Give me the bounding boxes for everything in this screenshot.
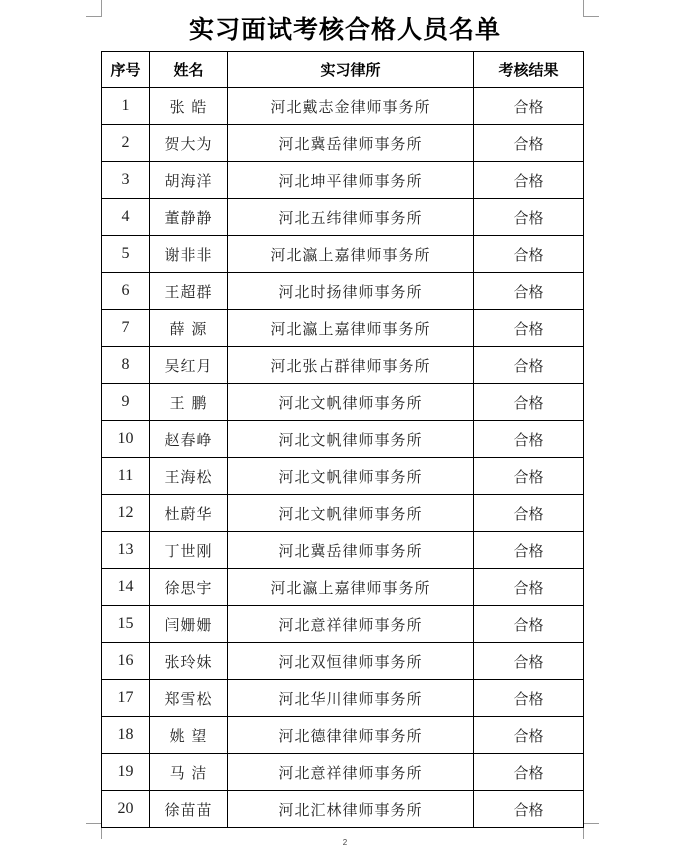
row-result: 合格 [474, 384, 584, 421]
row-firm: 河北文帆律师事务所 [228, 495, 474, 532]
row-firm: 河北文帆律师事务所 [228, 458, 474, 495]
row-index: 7 [102, 310, 150, 347]
row-index: 13 [102, 532, 150, 569]
row-name: 贺大为 [150, 125, 228, 162]
row-name: 闫姗姗 [150, 606, 228, 643]
row-name: 薛 源 [150, 310, 228, 347]
row-name: 董静静 [150, 199, 228, 236]
row-index: 11 [102, 458, 150, 495]
table-row [102, 791, 584, 828]
row-firm: 河北五纬律师事务所 [228, 199, 474, 236]
row-firm: 河北文帆律师事务所 [228, 421, 474, 458]
row-name: 丁世刚 [150, 532, 228, 569]
row-name: 王 鹏 [150, 384, 228, 421]
row-firm: 河北时扬律师事务所 [228, 273, 474, 310]
table-header-row [102, 52, 584, 88]
page-title: 实习面试考核合格人员名单 [188, 15, 501, 44]
header-firm: 实习律所 [228, 52, 474, 88]
crop-mark-bottom-left-h [86, 823, 102, 824]
row-firm: 河北意祥律师事务所 [228, 606, 474, 643]
table-body [102, 88, 584, 828]
row-name: 张 皓 [150, 88, 228, 125]
row-index: 14 [102, 569, 150, 606]
row-name: 王超群 [150, 273, 228, 310]
row-index: 1 [102, 88, 150, 125]
row-firm: 河北冀岳律师事务所 [228, 532, 474, 569]
row-result: 合格 [474, 458, 584, 495]
row-result: 合格 [474, 347, 584, 384]
row-index: 2 [102, 125, 150, 162]
table-row [102, 569, 584, 606]
row-index: 17 [102, 680, 150, 717]
row-firm: 河北华川律师事务所 [228, 680, 474, 717]
row-name: 胡海洋 [150, 162, 228, 199]
table-row [102, 162, 584, 199]
row-firm: 河北瀛上嘉律师事务所 [228, 236, 474, 273]
row-result: 合格 [474, 310, 584, 347]
row-index: 12 [102, 495, 150, 532]
row-result: 合格 [474, 606, 584, 643]
table-row [102, 199, 584, 236]
row-index: 6 [102, 273, 150, 310]
row-name: 姚 望 [150, 717, 228, 754]
row-result: 合格 [474, 162, 584, 199]
table-row [102, 421, 584, 458]
row-index: 16 [102, 643, 150, 680]
table-row [102, 754, 584, 791]
table-row [102, 236, 584, 273]
row-name: 吴红月 [150, 347, 228, 384]
row-result: 合格 [474, 680, 584, 717]
row-index: 19 [102, 754, 150, 791]
table-row [102, 384, 584, 421]
row-index: 20 [102, 791, 150, 828]
header-name: 姓名 [150, 52, 228, 88]
row-name: 杜蔚华 [150, 495, 228, 532]
row-name: 谢非非 [150, 236, 228, 273]
row-result: 合格 [474, 791, 584, 828]
row-name: 徐思宇 [150, 569, 228, 606]
row-name: 徐苗苗 [150, 791, 228, 828]
row-firm: 河北双恒律师事务所 [228, 643, 474, 680]
row-firm: 河北汇林律师事务所 [228, 791, 474, 828]
row-index: 9 [102, 384, 150, 421]
results-table [101, 51, 584, 828]
row-firm: 河北德律律师事务所 [228, 717, 474, 754]
header-index: 序号 [102, 52, 150, 88]
row-name: 张玲妹 [150, 643, 228, 680]
row-result: 合格 [474, 717, 584, 754]
row-result: 合格 [474, 643, 584, 680]
table-row [102, 347, 584, 384]
table-row [102, 680, 584, 717]
row-index: 15 [102, 606, 150, 643]
table-row [102, 125, 584, 162]
page-number: 2 [342, 838, 348, 847]
row-result: 合格 [474, 236, 584, 273]
row-index: 5 [102, 236, 150, 273]
row-index: 18 [102, 717, 150, 754]
table-row [102, 643, 584, 680]
table-row [102, 495, 584, 532]
table-row [102, 310, 584, 347]
row-firm: 河北坤平律师事务所 [228, 162, 474, 199]
row-name: 郑雪松 [150, 680, 228, 717]
row-firm: 河北戴志金律师事务所 [228, 88, 474, 125]
row-result: 合格 [474, 495, 584, 532]
table-row [102, 717, 584, 754]
row-name: 马 洁 [150, 754, 228, 791]
table-row [102, 532, 584, 569]
table-row [102, 606, 584, 643]
row-name: 王海松 [150, 458, 228, 495]
table-row [102, 458, 584, 495]
row-result: 合格 [474, 532, 584, 569]
row-result: 合格 [474, 88, 584, 125]
row-result: 合格 [474, 569, 584, 606]
row-name: 赵春峥 [150, 421, 228, 458]
row-result: 合格 [474, 421, 584, 458]
row-result: 合格 [474, 125, 584, 162]
row-result: 合格 [474, 273, 584, 310]
row-index: 10 [102, 421, 150, 458]
crop-mark-bottom-right-h [583, 823, 599, 824]
row-result: 合格 [474, 754, 584, 791]
row-firm: 河北冀岳律师事务所 [228, 125, 474, 162]
row-firm: 河北文帆律师事务所 [228, 384, 474, 421]
row-result: 合格 [474, 199, 584, 236]
row-firm: 河北意祥律师事务所 [228, 754, 474, 791]
table-row [102, 88, 584, 125]
row-firm: 河北张占群律师事务所 [228, 347, 474, 384]
row-index: 8 [102, 347, 150, 384]
row-index: 4 [102, 199, 150, 236]
row-firm: 河北瀛上嘉律师事务所 [228, 569, 474, 606]
header-result: 考核结果 [474, 52, 584, 88]
row-index: 3 [102, 162, 150, 199]
table-row [102, 273, 584, 310]
row-firm: 河北瀛上嘉律师事务所 [228, 310, 474, 347]
